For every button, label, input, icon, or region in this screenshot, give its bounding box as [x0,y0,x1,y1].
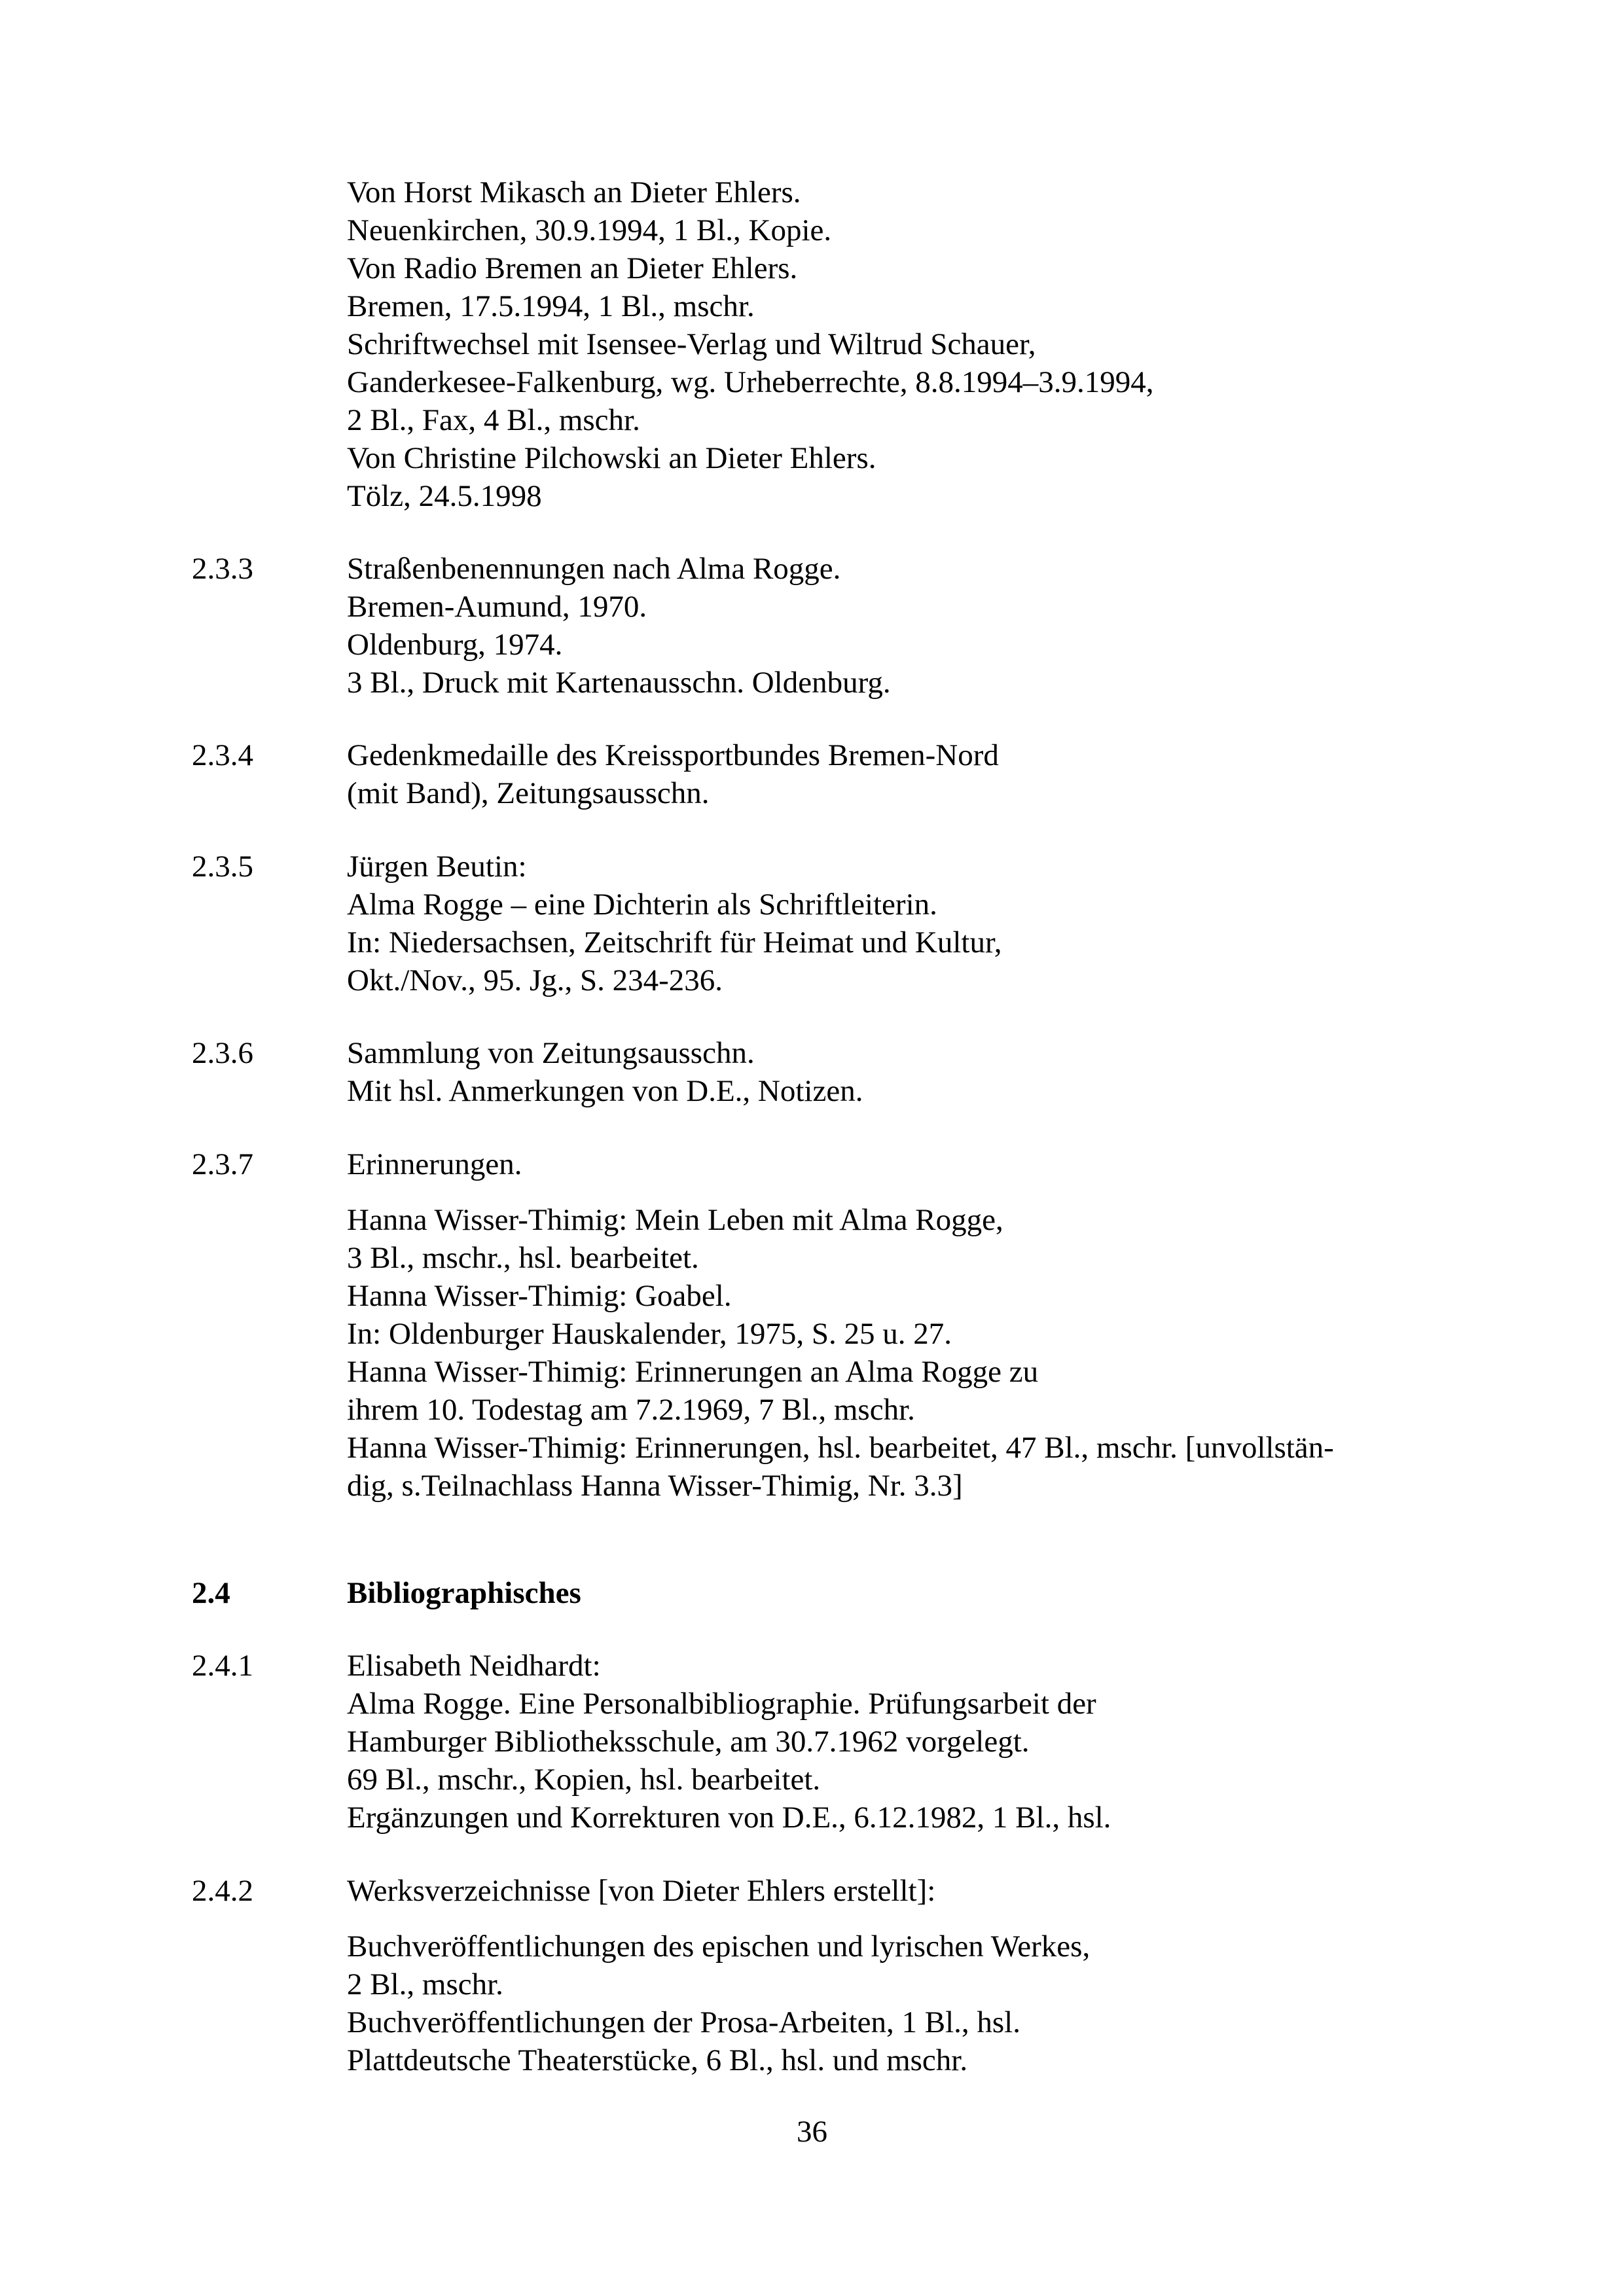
entry-subline: Hanna Wisser-Thimig: Erinnerungen an Alma Rogge zu [347,1355,1039,1389]
entry-line: Elisabeth Neidhardt: [347,1649,601,1683]
entry-line: Okt./Nov., 95. Jg., S. 234-236. [347,963,723,997]
entry-subline: Buchveröffentlichungen der Prosa-Arbeiten, 1 Bl., hsl. [347,2005,1020,2039]
entry-line: Bremen-Aumund, 1970. [347,590,647,624]
text-line: Schriftwechsel mit Isensee-Verlag und Wiltrud Schauer, [347,327,1036,361]
entry-line: Mit hsl. Anmerkungen von D.E., Notizen. [347,1074,863,1108]
entry-subline: 2 Bl., mschr. [347,1967,503,2001]
entry-subline: Hanna Wisser-Thimig: Goabel. [347,1279,732,1313]
entry-line: Jürgen Beutin: [347,850,527,884]
entry-subline: Hanna Wisser-Thimig: Erinnerungen, hsl. bearbeitet, 47 Bl., mschr. [unvollstän- [347,1431,1334,1465]
entry-line: (mit Band), Zeitungsausschn. [347,776,710,810]
entry-line: Oldenburg, 1974. [347,628,563,662]
entry-line: In: Niedersachsen, Zeitschrift für Heimat und Kultur, [347,925,1002,960]
entry-subline: 3 Bl., mschr., hsl. bearbeitet. [347,1241,699,1275]
text-line: 2 Bl., Fax, 4 Bl., mschr. [347,403,640,437]
text-line: Von Radio Bremen an Dieter Ehlers. [347,251,798,285]
section-title: Bibliographisches [347,1576,581,1610]
entry-number: 2.3.6 [192,1036,253,1070]
entry-line: Gedenkmedaille des Kreissportbundes Bremen-Nord [347,738,999,772]
text-line: Von Horst Mikasch an Dieter Ehlers. [347,175,801,209]
entry-number: 2.3.3 [192,552,253,586]
entry-subline: Plattdeutsche Theaterstücke, 6 Bl., hsl. und mschr. [347,2043,968,2077]
section-number: 2.4 [192,1576,230,1610]
entry-subline: ihrem 10. Todestag am 7.2.1969, 7 Bl., mschr. [347,1393,915,1427]
entry-number: 2.4.2 [192,1874,253,1908]
entry-subline: Hanna Wisser-Thimig: Mein Leben mit Alma Rogge, [347,1203,1003,1237]
entry-number: 2.3.4 [192,738,253,772]
text-line: Tölz, 24.5.1998 [347,479,542,513]
text-line: Neuenkirchen, 30.9.1994, 1 Bl., Kopie. [347,213,832,247]
text-line: Ganderkesee-Falkenburg, wg. Urheberrechte, 8.8.1994–3.9.1994, [347,365,1154,399]
entry-line: Erinnerungen. [347,1147,522,1181]
entry-number: 2.4.1 [192,1649,253,1683]
entry-line: Straßenbenennungen nach Alma Rogge. [347,552,841,586]
entry-line: Hamburger Bibliotheksschule, am 30.7.1962 vorgelegt. [347,1725,1030,1759]
text-line: Von Christine Pilchowski an Dieter Ehlers. [347,441,876,475]
entry-number: 2.3.7 [192,1147,253,1181]
entry-line: Sammlung von Zeitungsausschn. [347,1036,755,1070]
entry-line: 3 Bl., Druck mit Kartenausschn. Oldenburg. [347,666,891,700]
entry-subline: Buchveröffentlichungen des epischen und lyrischen Werkes, [347,1929,1091,1964]
text-line: Bremen, 17.5.1994, 1 Bl., mschr. [347,289,755,323]
page-number: 36 [797,2115,827,2149]
entry-line: Alma Rogge. Eine Personalbibliographie. Prüfungsarbeit der [347,1687,1096,1721]
entry-line: Alma Rogge – eine Dichterin als Schriftleiterin. [347,888,937,922]
entry-subline: dig, s.Teilnachlass Hanna Wisser-Thimig, Nr. 3.3] [347,1469,963,1503]
entry-subline: In: Oldenburger Hauskalender, 1975, S. 25 u. 27. [347,1317,952,1351]
entry-line: Werksverzeichnisse [von Dieter Ehlers erstellt]: [347,1874,936,1908]
entry-number: 2.3.5 [192,850,253,884]
entry-line: Ergänzungen und Korrekturen von D.E., 6.12.1982, 1 Bl., hsl. [347,1801,1111,1835]
entry-line: 69 Bl., mschr., Kopien, hsl. bearbeitet. [347,1763,821,1797]
